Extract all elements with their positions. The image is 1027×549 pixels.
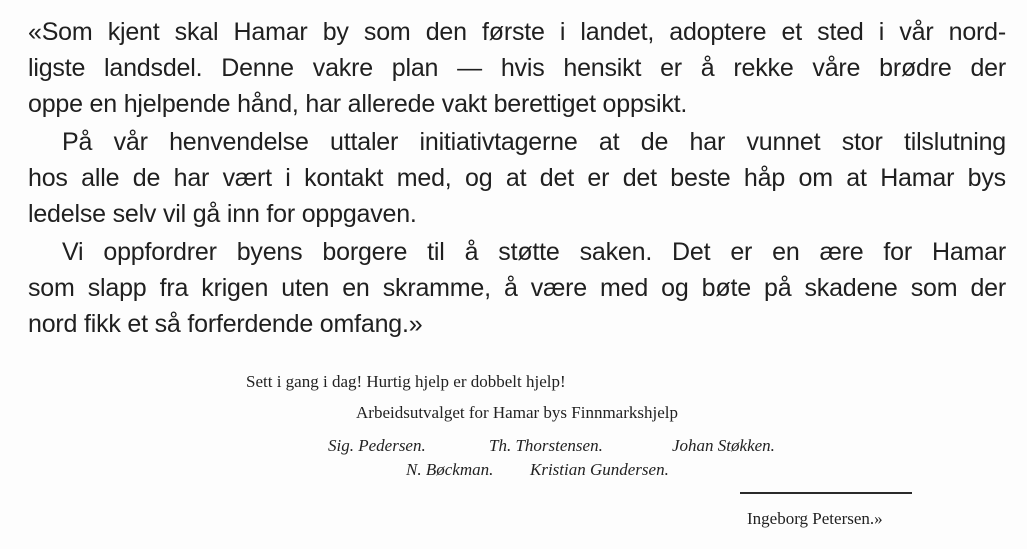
text-line: som slapp fra krigen uten en skramme, å være med og bøte på skadene som der (28, 274, 1006, 302)
text-line: oppe en hjelpende hånd, har allerede vakt berettiget oppsikt. (28, 90, 688, 118)
committee-name: Arbeidsutvalget for Hamar bys Finnmarkshjelp (356, 403, 678, 422)
text-line: hos alle de har vært i kontakt med, og at det er det beste håp om at Hamar bys (28, 164, 1006, 192)
member-name: Kristian Gundersen. (530, 460, 669, 479)
slogan-text: Sett i gang i dag! Hurtig hjelp er dobbelt hjelp! (246, 372, 566, 391)
text-line: ligste landsdel. Denne vakre plan — hvis hensikt er å rekke våre brødre der (28, 54, 1006, 82)
member-name: N. Bøckman. (406, 460, 494, 479)
signature-rule (740, 492, 912, 494)
text-line: På vår henvendelse uttaler initiativtagerne at de har vunnet stor tilslutning (62, 128, 1006, 156)
member-name: Sig. Pedersen. (328, 436, 426, 455)
member-name: Johan Støkken. (672, 436, 775, 455)
text-line: Vi oppfordrer byens borgere til å støtte saken. Det er en ære for Hamar (62, 238, 1006, 266)
member-name: Th. Thorstensen. (489, 436, 603, 455)
text-line: nord fikk et så forferdende omfang.» (28, 310, 423, 338)
text-line: «Som kjent skal Hamar by som den første i landet, adoptere et sted i vår nord- (28, 18, 1006, 46)
text-line: ledelse selv vil gå inn for oppgaven. (28, 200, 417, 228)
signature-name: Ingeborg Petersen.» (747, 509, 883, 528)
